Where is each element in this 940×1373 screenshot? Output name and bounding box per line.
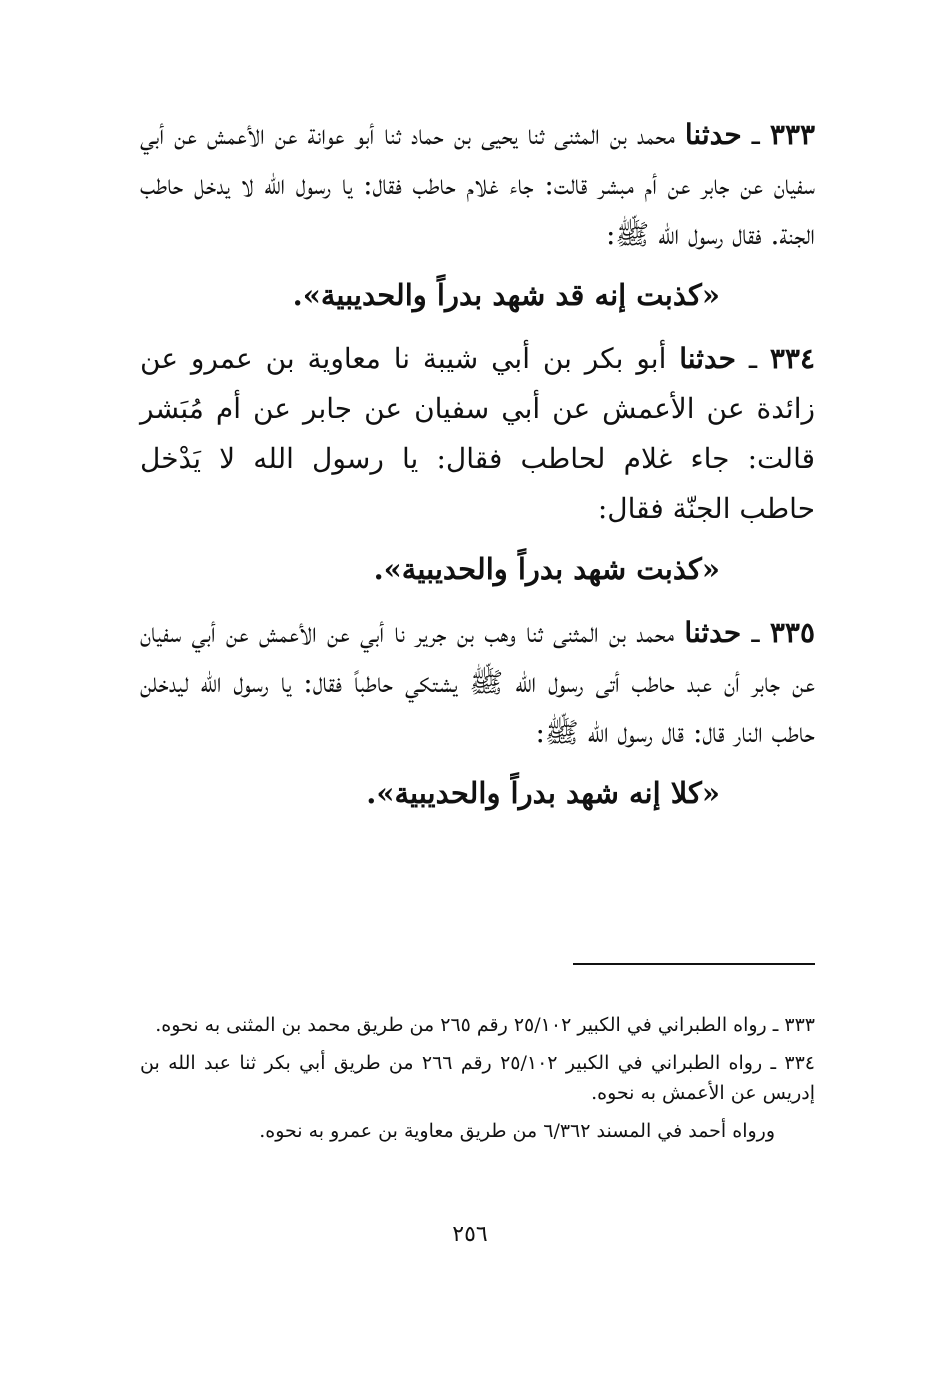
narration-verb: حدثنا (684, 118, 742, 151)
hadith-335 (140, 608, 815, 758)
hadith-text: محمد بن المثنى ثنا يحيى بن حماد ثنا أبو عوانة عن الأعمش عن أبي سفيان عن جابر عن أم مبشر قالت: جاء غلام حاطب فقال: يا رسول الله لا يدخل حاطب الجنة. فقال رسول الله ﷺ: (140, 118, 815, 251)
separator: ـ (735, 342, 758, 375)
footnote-334: ٣٣٤ ـ رواه الطبراني في الكبير ٢٥/١٠٢ رقم ٢٦٦ من طريق أبي بكر ثنا عبد الله بن إدريس عن الأعمش به نحوه. (140, 1052, 816, 1104)
footnote-divider (573, 963, 815, 965)
hadith-number: ٣٣٥ (769, 616, 816, 649)
footnotes (140, 1010, 815, 1146)
hadith-text: أبو بكر بن أبي شيبة نا معاوية بن عمرو عن زائدة عن الأعمش عن أبي سفيان عن جابر عن أم مُبَشر قالت: جاء غلام لحاطب فقال: يا رسول الله لا يَدْخل حاطب الجنّة فقال: (140, 342, 815, 525)
footnote-334-extra: ورواه أحمد في المسند ٦/٣٦٢ من طريق معاوية بن عمرو به نحوه. (259, 1120, 775, 1142)
page-number: ٢٥٦ (452, 1222, 488, 1247)
hadith-number: ٣٣٣ (769, 118, 816, 151)
separator: ـ (741, 616, 760, 649)
hadith-quote: «كذبت إنه قد شهد بدراً والحديبية». (292, 278, 720, 312)
hadith-text: محمد بن المثنى ثنا وهب بن جرير نا أبي عن الأعمش عن أبي سفيان عن جابر أن عبد حاطب أتى رسول الله ﷺ يشتكي حاطباً فقال: يا رسول الله ليدخلن حاطب النار قال: قال رسول الله ﷺ: (140, 616, 815, 749)
main-text (140, 110, 815, 832)
narration-verb: حدثنا (684, 616, 742, 649)
hadith-quote: «كذبت شهد بدراً والحديبية». (373, 552, 720, 586)
separator: ـ (741, 118, 760, 151)
hadith-quote: «كلا إنه شهد بدراً والحديبية». (366, 776, 720, 810)
hadith-number: ٣٣٤ (769, 342, 815, 375)
hadith-333 (140, 110, 815, 260)
hadith-334 (140, 334, 815, 534)
narration-verb: حدثنا (679, 342, 736, 375)
footnote-333: ٣٣٣ ـ رواه الطبراني في الكبير ٢٥/١٠٢ رقم ٢٦٥ من طريق محمد بن المثنى به نحوه. (155, 1014, 815, 1036)
